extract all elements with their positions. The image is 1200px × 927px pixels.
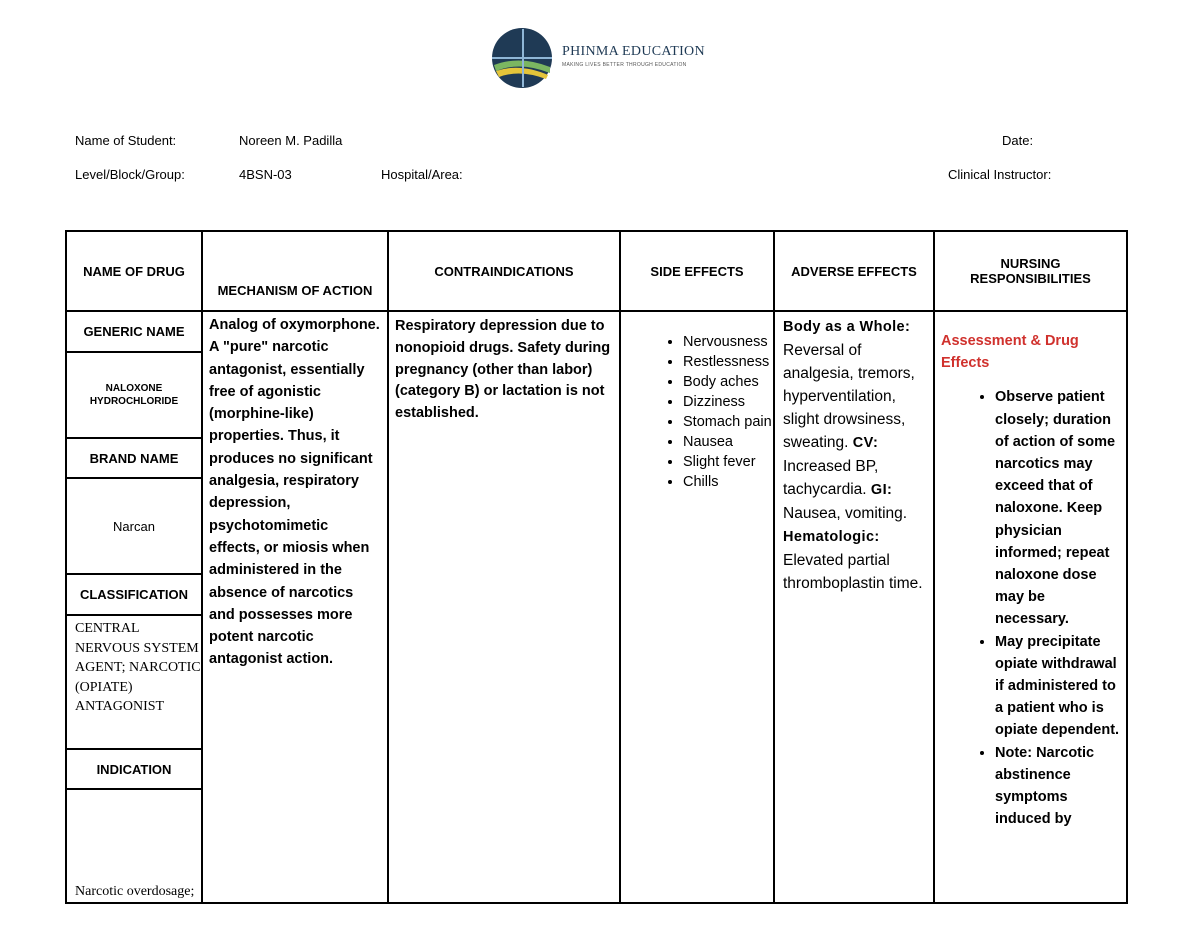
student-value: Noreen M. Padilla xyxy=(239,133,343,148)
list-item: • Restlessness xyxy=(683,352,773,372)
table-header-row xyxy=(66,231,1127,311)
level-label: Level/Block/Group: xyxy=(75,167,185,182)
list-item: • Nervousness xyxy=(683,332,773,352)
list-item: • Body aches xyxy=(683,372,773,392)
classification-label: CLASSIFICATION xyxy=(67,575,201,616)
adverse-effects-text xyxy=(775,312,933,595)
adverse-cv-text: Increased BP, tachycardia. xyxy=(783,458,879,498)
col-side-effects: SIDE EFFECTS xyxy=(620,231,774,311)
adverse-effects-cell xyxy=(774,311,934,903)
col-contraindications: CONTRAINDICATIONS xyxy=(388,231,620,311)
generic-name-value: NALOXONE HYDROCHLORIDE xyxy=(67,353,201,439)
mechanism-text: Analog of oxymorphone. A "pure" narcotic antagonist, essentially free of agonistic (morphine-like) properties. Thus, it produces no significant analgesia, respiratory depression, psychotomimetic effects, or miosis when administered in the absence of narcotics and possesses more potent narcotic antagonist action. xyxy=(209,317,380,668)
adverse-cv-label: CV: xyxy=(852,435,879,451)
date-label: Date: xyxy=(1002,133,1034,148)
brand-name-label: BRAND NAME xyxy=(67,439,201,479)
nursing-cell xyxy=(934,311,1127,903)
table-row xyxy=(66,311,1127,903)
col-adverse-effects: ADVERSE EFFECTS xyxy=(774,231,934,311)
list-item: • Observe patient closely; duration of action of some narcotics may exceed that of naloxone. Keep physician informed; repeat naloxone dose may be necessary. xyxy=(995,386,1120,630)
logo-wordmark: PHINMA EDUCATION xyxy=(562,44,705,59)
drug-study-table xyxy=(65,230,1128,904)
nursing-text xyxy=(935,312,1126,830)
adverse-body-label: Body as a Whole: xyxy=(783,319,911,335)
side-effects-list xyxy=(621,332,773,492)
adverse-hema-label: Hematologic: xyxy=(783,529,880,545)
nursing-heading: Assessment & Drug Effects xyxy=(941,333,1079,372)
classification-value: CENTRAL NERVOUS SYSTEM AGENT; NARCOTIC (OPIATE) ANTAGONIST xyxy=(67,616,201,750)
logo-tagline: MAKING LIVES BETTER THROUGH EDUCATION xyxy=(562,62,687,68)
list-item: • Note: Narcotic abstinence symptoms induced by xyxy=(995,742,1120,831)
list-item: • Stomach pain xyxy=(683,412,773,432)
student-label: Name of Student: xyxy=(75,133,177,148)
adverse-gi-label: GI: xyxy=(870,482,893,498)
list-item: • Nausea xyxy=(683,432,773,452)
list-item: • Dizziness xyxy=(683,392,773,412)
col-nursing-responsibilities: NURSING RESPONSIBILITIES xyxy=(934,231,1127,311)
contraindications-text: Respiratory depression due to nonopioid drugs. Safety during pregnancy (other than labor) (category B) or lactation is not established. xyxy=(395,318,611,422)
adverse-body-text: Reversal of analgesia, tremors, hyperventilation, slight drowsiness, sweating. xyxy=(783,342,915,451)
adverse-gi-text: Nausea, vomiting. xyxy=(783,505,908,522)
phinma-emblem-icon xyxy=(490,27,554,89)
list-item: • Chills xyxy=(683,472,773,492)
list-item: • Slight fever xyxy=(683,452,773,472)
indication-value: Narcotic overdosage; xyxy=(75,883,195,899)
col-mechanism: MECHANISM OF ACTION xyxy=(202,231,388,311)
col-name-of-drug: NAME OF DRUG xyxy=(66,231,202,311)
generic-name-label: GENERIC NAME xyxy=(67,312,201,353)
mechanism-cell xyxy=(202,311,388,903)
contraindications-cell xyxy=(388,311,620,903)
list-item: • May precipitate opiate withdrawal if administered to a patient who is opiate dependent. xyxy=(995,631,1120,742)
drug-name-cell xyxy=(66,311,202,903)
instructor-label: Clinical Instructor: xyxy=(948,167,1052,182)
indication-label: INDICATION xyxy=(67,750,201,790)
brand-name-value: Narcan xyxy=(67,479,201,575)
hospital-label: Hospital/Area: xyxy=(381,167,463,182)
adverse-hema-text: Elevated partial thromboplastin time. xyxy=(783,552,923,592)
level-value: 4BSN-03 xyxy=(239,167,292,182)
phinma-logo xyxy=(490,27,705,89)
side-effects-cell xyxy=(620,311,774,903)
nursing-list xyxy=(941,386,1120,830)
